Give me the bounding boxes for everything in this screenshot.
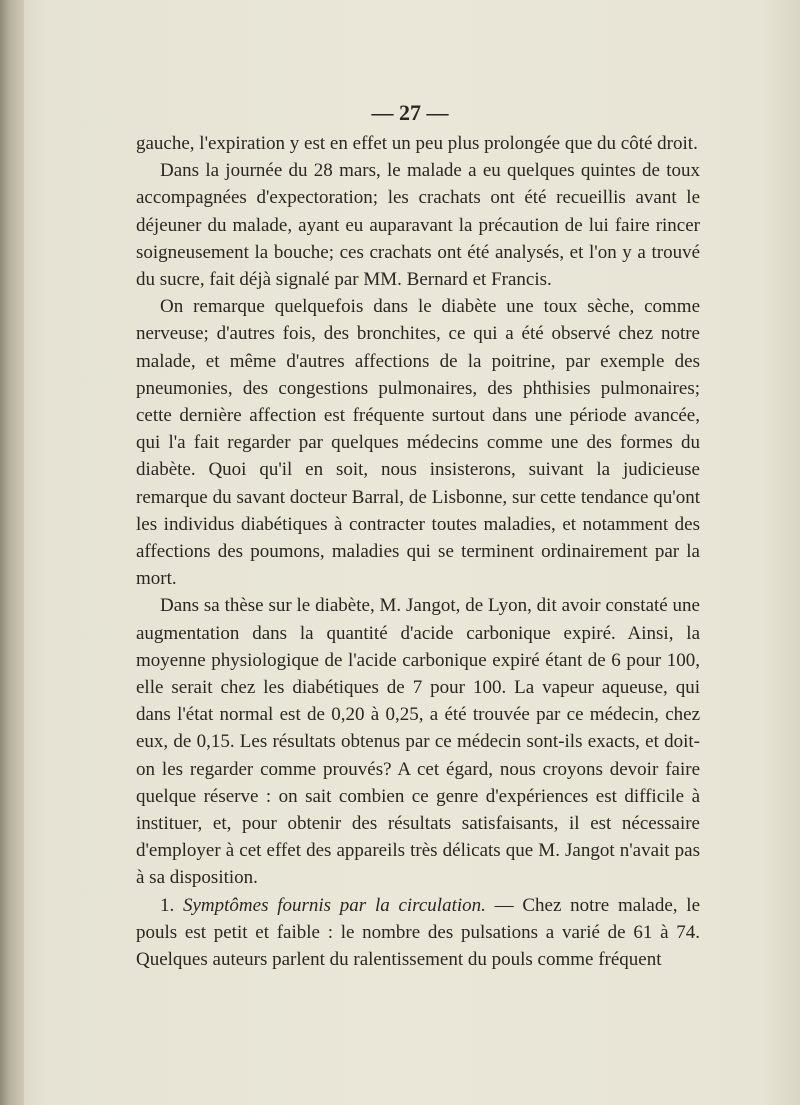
section-text: Chez notre malade, le pouls est petit et faible : le nombre des pulsations a varié de 61 à 74. Quelques auteurs parlent du ralentissement du pouls comme fréquent bbox=[136, 894, 700, 971]
paragraph-5 bbox=[136, 892, 700, 974]
section-dash: — bbox=[485, 894, 523, 916]
book-binding-edge bbox=[0, 0, 24, 1105]
paragraph-1: gauche, l'expiration y est en effet un peu plus prolongée que du côté droit. bbox=[136, 133, 698, 154]
section-number: 1. bbox=[160, 894, 175, 916]
paragraph-2: Dans la journée du 28 mars, le malade a eu quelques quintes de toux accompagnées d'expectoration; les crachats ont été recueillis avant le déjeuner du malade, ayant eu auparavant la précaution de lui faire rincer soigneusement la bouche; ces crachats ont été analysés, et l'on y a trouvé du sucre, fait déjà signalé par MM. Bernard et Francis. bbox=[136, 160, 700, 291]
page-number: — 27 — bbox=[371, 100, 449, 125]
paragraph-3: On remarque quelquefois dans le diabète une toux sèche, comme nerveuse; d'autres fois, des bronchites, ce qui a été observé chez notre malade, et même d'autres affections de la poitrine, par exemple des pneumonies, des congestions pulmonaires, des phthisies pulmonaires; cette dernière affection est fréquente surtout dans une période avancée, qui l'a fait regarder par quelques médecins comme une des formes du diabète. Quoi qu'il en soit, nous insisterons, suivant la judicieuse remarque du savant docteur Barral, de Lisbonne, sur cette tendance qu'ont les individus diabétiques à contracter toutes maladies, et notamment des affections des poumons, maladies qui se terminent ordinairement par la mort. bbox=[136, 296, 700, 590]
section-heading: Symptômes fournis par la circulation. bbox=[183, 894, 486, 916]
paragraph-4: Dans sa thèse sur le diabète, M. Jangot, de Lyon, dit avoir constaté une augmentation dans la quantité d'acide carbonique expiré. Ainsi, la moyenne physiologique de l'acide carbonique expiré étant de 6 pour 100, elle serait chez les diabétiques de 7 pour 100. La vapeur aqueuse, qui dans l'état normal est de 0,20 à 0,25, a été trouvée par ce médecin, chez eux, de 0,15. Les résultats obtenus par ce médecin sont-ils exacts, et doit-on les regarder comme prouvés? A cet égard, nous croyons devoir faire quelque réserve : on sait combien ce genre d'expériences est difficile à instituer, et, pour obtenir des résultats satisfaisants, il est nécessaire d'employer à cet effet des appareils très délicats que M. Jangot n'avait pas à sa disposition. bbox=[136, 595, 700, 889]
page-body bbox=[136, 130, 700, 973]
